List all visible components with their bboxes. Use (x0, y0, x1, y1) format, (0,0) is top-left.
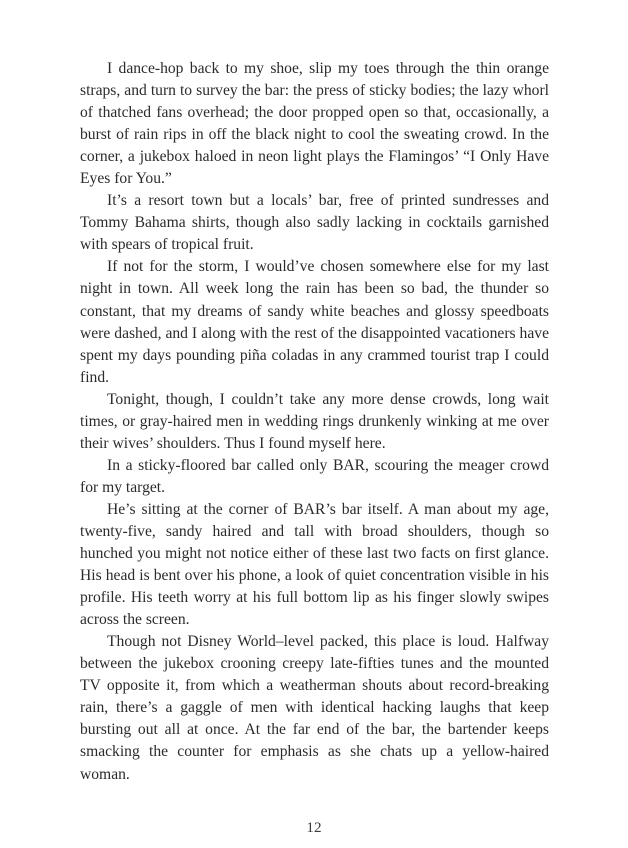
body-paragraph: If not for the storm, I would’ve chosen somewhere else for my last night in town. All week long the rain has been so bad, the thunder so constant, that my dreams of sandy white beaches and glossy speedboats were dashed, and I along with the rest of the disappointed vacationers have spent my days pounding piña coladas in any crammed tourist trap I could find. (80, 258, 549, 386)
body-paragraph: I dance-hop back to my shoe, slip my toes through the thin orange straps, and turn to survey the bar: the press of sticky bodies; the lazy whorl of thatched fans overhead; the door propped open so that, occasionally, a burst of rain rips in off the black night to cool the sweating crowd. In the corner, a jukebox haloed in neon light plays the Flamingos’ “I Only Have Eyes for You.” (80, 60, 549, 188)
body-paragraph: Though not Disney World–level packed, this place is loud. Halfway between the jukebox crooning creepy late-fifties tunes and the mounted TV opposite it, from which a weatherman shouts about record-breaking rain, there’s a gaggle of men with identical hacking laughs that keep bursting out all at once. At the far end of the bar, the bartender keeps smacking the counter for emphasis as she chats up a yellow-haired woman. (80, 633, 549, 783)
body-paragraph: In a sticky-floored bar called only BAR, scouring the meager crowd for my target. (80, 456, 549, 496)
body-text-block (80, 58, 549, 786)
body-paragraph: It’s a resort town but a locals’ bar, free of printed sundresses and Tommy Bahama shirts, though also sadly lacking in cocktails garnished with spears of tropical fruit. (80, 192, 549, 254)
body-paragraph: He’s sitting at the corner of BAR’s bar itself. A man about my age, twenty-five, sandy haired and tall with broad shoulders, though so hunched you might not notice either of these last two facts on first glance. His head is bent over his phone, a look of quiet concentration visible in his profile. His teeth worry at his full bottom lip as his finger slowly swipes across the screen. (80, 500, 549, 629)
page-number: 12 (306, 819, 322, 836)
body-paragraph: Tonight, though, I couldn’t take any more dense crowds, long wait times, or gray-haired men in wedding rings drunkenly winking at me over their wives’ shoulders. Thus I found myself here. (80, 390, 549, 452)
